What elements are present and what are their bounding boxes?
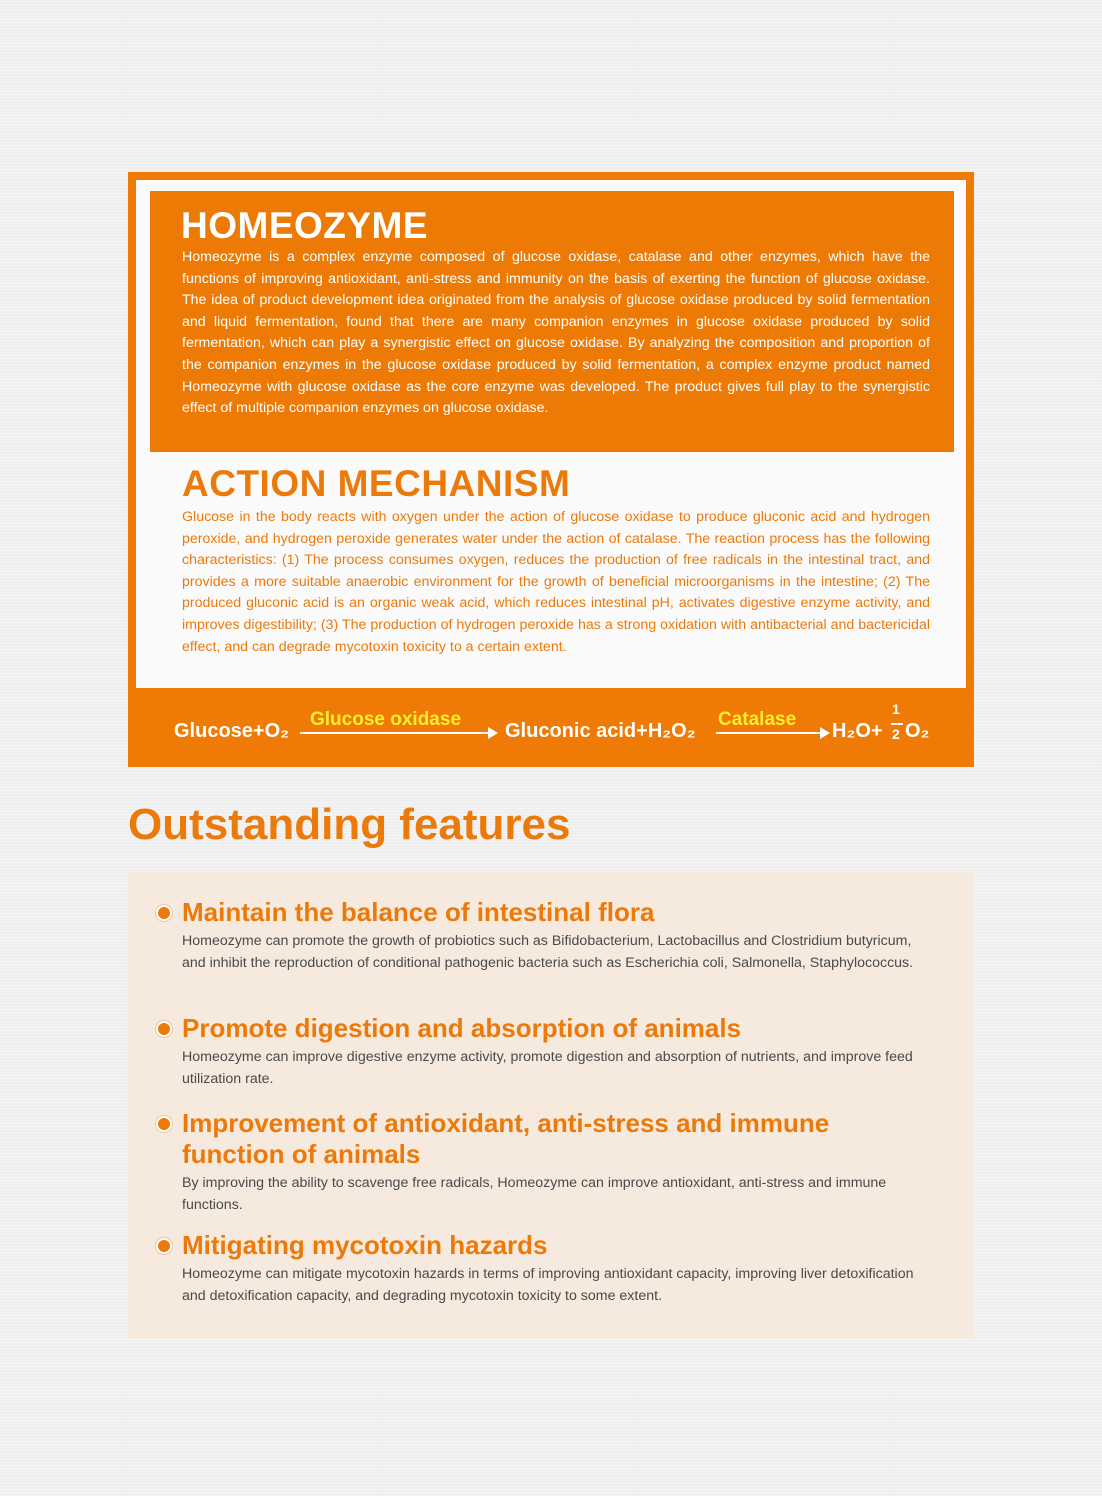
equation-enzyme-catalase: Catalase [718, 709, 797, 730]
reaction-arrow-1 [300, 732, 496, 734]
bullet-icon [158, 1240, 170, 1252]
mechanism-text: Glucose in the body reacts with oxygen under the action of glucose oxidase to produce gluconic acid and hydrogen peroxide, and hydrogen peroxide generates water under the action of catalase. The reaction process has the following characteristics: (1) The process consumes oxygen, reduces the production of free radicals in the intestinal tract, and provides a more suitable anaerobic environment for the growth of beneficial microorganisms in the intestine; (2) The produced gluconic acid is an organic weak acid, which reduces intestinal pH, activates digestive enzyme activity, and improves digestibility; (3) The production of hydrogen peroxide has a strong oxidation with antibacterial and bactericidal effect, and can degrade mycotoxin toxicity to a certain extent. [182, 509, 930, 655]
features-heading: Outstanding features [128, 800, 571, 849]
feature-text: Homeozyme can mitigate mycotoxin hazards in terms of improving antioxidant capacity, improving liver detoxification and detoxification capacity, and degrading mycotoxin toxicity to some extent. [182, 1266, 914, 1304]
equation-product-water: H₂O+ [832, 720, 883, 742]
feature-text: By improving the ability to scavenge free radicals, Homeozyme can improve antioxidant, anti-stress and immune functions. [182, 1175, 887, 1213]
equation-product-oxygen: O₂ [905, 720, 930, 742]
bullet-icon [158, 907, 170, 919]
feature-text: Homeozyme can improve digestive enzyme activity, promote digestion and absorption of nutrients, and improve feed utilization rate. [182, 1049, 913, 1087]
equation-intermediate: Gluconic acid+H₂O₂ [505, 720, 696, 742]
bullet-icon [158, 1118, 170, 1130]
feature-text: Homeozyme can promote the growth of probiotics such as Bifidobacterium, Lactobacillus and Clostridium butyricum, and inhibit the reproduction of conditional pathogenic bacteria such as Escherichia coli, Salmonella, Staphylococcus. [182, 933, 914, 971]
feature-title: Mitigating mycotoxin hazards [182, 1230, 548, 1260]
fraction-numerator: 1 [892, 701, 900, 717]
feature-title: Maintain the balance of intestinal flora [182, 897, 655, 927]
feature-item-antioxidant [158, 1108, 933, 1216]
feature-item-intestinal-flora [158, 897, 933, 974]
intro-text: Homeozyme is a complex enzyme composed of glucose oxidase, catalase and other enzymes, which have the functions of improving antioxidant, anti-stress and immunity on the basis of exerting the function of glucose oxidase. The idea of product development idea originated from the analysis of glucose oxidase produced by solid fermentation and liquid fermentation, found that there are many companion enzymes in glucose oxidase produced by solid fermentation, which can play a synergistic effect on glucose oxidase. By analyzing the composition and proportion of the companion enzymes in the glucose oxidase produced by solid fermentation, a complex enzyme product named Homeozyme with glucose oxidase as the core enzyme was developed. The product gives full play to the synergistic effect of multiple companion enzymes on glucose oxidase. [182, 249, 930, 417]
equation-reactants: Glucose+O₂ [174, 720, 290, 742]
fraction-denominator: 2 [892, 726, 900, 742]
equation-fraction [890, 701, 904, 749]
equation-enzyme-glucose-oxidase: Glucose oxidase [310, 709, 462, 730]
feature-title: Promote digestion and absorption of animals [182, 1013, 742, 1043]
reaction-arrow-2 [716, 732, 828, 734]
mechanism-title: ACTION MECHANISM [182, 463, 571, 504]
bullet-icon [158, 1023, 170, 1035]
intro-title: HOMEOZYME [181, 205, 429, 246]
feature-title: Improvement of antioxidant, anti-stress and immune function of animals [182, 1108, 830, 1169]
feature-item-digestion [158, 1013, 933, 1090]
reaction-equation [136, 690, 966, 766]
feature-item-mycotoxin [158, 1230, 933, 1307]
fraction-bar [891, 723, 903, 725]
